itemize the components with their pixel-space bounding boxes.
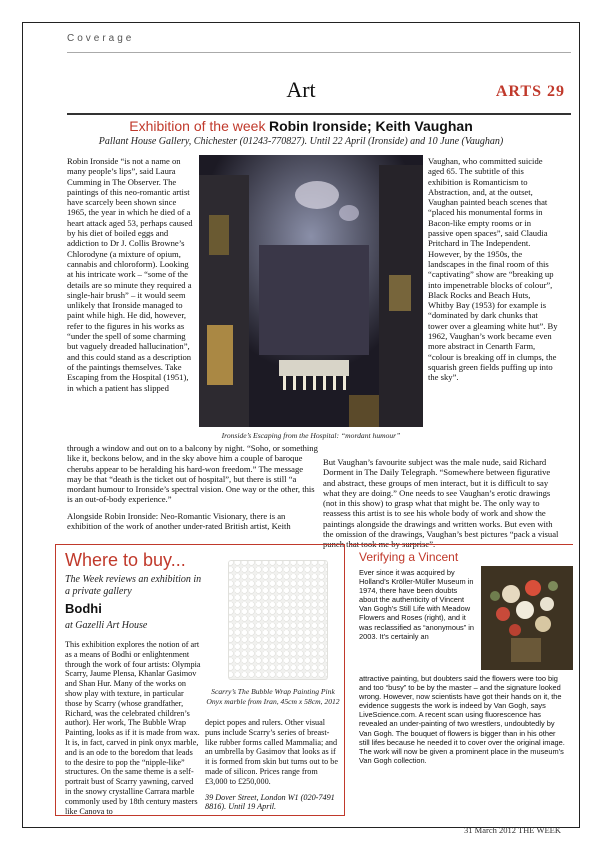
painting-caption: Ironside’s Escaping from the Hospital: “mordant humour” bbox=[221, 431, 401, 440]
arts-label: ARTS bbox=[495, 83, 542, 100]
where-to-buy-body-2-text: depict popes and rulers. Other visual puns include Scarry’s series of breast-like rubber forms called Mammalia; and an umbrella by Gasimov that looks as if it is formed from skin but turns out to be made of silicon. Prices range from £3,000 to £250,000. bbox=[205, 718, 339, 786]
gallery-name: at Gazelli Art House bbox=[65, 620, 148, 631]
where-to-buy-body-text: This exhibition explores the notion of art as a means of Bodhi or enlightenment through the work of four artists: Olympia Scarry, Jaume Plensa, Khanlar Gasimov and Shan Hur. Many of the works on show play with texture, in particular those by Scarry (whose grandfather, Richard, was the celebrated children’s author). Her work, The Bubble Wrap Painting, looks as if it is made from wax. It is, in fact, carved in pink onyx marble, and is an ode to the boredom that leads to the desire to pop the “nipple-like” structures. On the same theme is a self-portrait bust of Scarry yawning, carved in the snowy crystalline Carrara marble commonly used by 18th century masters like Canova to bbox=[65, 640, 201, 816]
section-rule bbox=[67, 113, 571, 115]
flowers-illustration bbox=[481, 566, 573, 670]
arts-page-label bbox=[496, 83, 565, 101]
coverage-label: Coverage bbox=[67, 33, 135, 44]
column-right-text: Vaughan, who committed suicide aged 65. The subtitle of this exhibition is Romanticism to Abstraction, and, at the outset, Vaughan painted beach scenes that “placed his monumental forms in Bacon-like empty rooms or in passive open spaces”, said Claudia Pritchard in The Independent. However, by the 1950s, the landscapes in the final room of this “captivating” show are “breaking up into impenetrable blocks of colour”, Black Rocks and Beach Huts, Whitby Bay (1953) for example is “dominated by dark chunks that tower over a gleaming white hut”. By 1962, Vaughan’s work became even more abstract in Cenarth Farm, “colour is breaking off in clumps, the squarish green fields puffing up into the sky”. bbox=[428, 156, 558, 383]
page-number: 29 bbox=[547, 83, 565, 100]
exhibition-column-wide bbox=[67, 443, 319, 531]
column-right-lower-text: But Vaughan’s favourite subject was the male nude, said Richard Dorment in The Daily Telegraph. “Somewhere between figurative and abstract, these groups of men interact, but it is difficult to say what they are doing.” One needs to see Vaughan’s erotic drawings (not in this show) to grasp what that might be. The only way to reassess this artist is to see his whole body of work and show the paintings alongside the drawings and written works. But even with the omission of the drawings, Vaughan’s best pictures “pack a visual punch that took me by surprise”. bbox=[323, 457, 559, 550]
column-left-text: Robin Ironside “is not a name on many people’s lips”, said Laura Cumming in The Observer. The paintings of this neo-romantic artist have scarcely been shown since 1965, the year in which he died of a heart attack aged 53, perhaps caused by his diet of boiled eggs and addiction to Dr J. Collis Browne’s Chlorodyne (a mixture of opium, cannabis and chloroform). Looking at his intricate work – “some of the details are so minute they required a single-hair brush” – it would seem unlikely that Ironside managed to paint while high. He did, however, refer to the figures in his works as “under the spell of some charming but vaguely dreaded hallucination”, and this could stand as a description of the paintings themselves. Take Escaping from the Hospital (1951), in which a patient has slipped bbox=[67, 156, 193, 393]
bubble-wrap-caption: Scarry’s The Bubble Wrap Painting Pink Onyx marble from Iran, 45cm x 58cm, 2012 bbox=[206, 687, 340, 706]
section-title: Art bbox=[286, 77, 316, 102]
verify-title: Verifying a Vincent bbox=[359, 550, 459, 564]
exhibition-venue: Pallant House Gallery, Chichester (01243-770827). Until 22 April (Ironside) and 10 June (Vaughan) bbox=[98, 136, 504, 147]
exhibition-artists: Robin Ironside; Keith Vaughan bbox=[268, 118, 473, 134]
where-to-buy-address: 39 Dover Street, London W1 (020-7491 8816). Until 19 April. bbox=[205, 792, 335, 812]
exhibition-column-right bbox=[428, 156, 558, 383]
van-gogh-flowers-image bbox=[481, 566, 573, 670]
painting-illustration bbox=[199, 155, 423, 427]
page-footer: 31 March 2012 THE WEEK bbox=[464, 825, 561, 835]
verify-body-full bbox=[359, 674, 565, 765]
exhibition-name: Bodhi bbox=[65, 601, 102, 616]
where-to-buy-title: Where to buy... bbox=[65, 550, 186, 570]
verify-body-left bbox=[359, 568, 477, 641]
bubble-wrap-painting-image bbox=[228, 560, 328, 680]
verify-body-left-text: Ever since it was acquired by Holland’s Kröller-Müller Museum in 1974, there have been doubts about the authenticity of Vincent Van Gogh’s Still Life with Meadow Flowers and Roses (right), and it was reclassified as “anonymous” in 2003. It’s certainly an bbox=[359, 568, 475, 641]
top-rule bbox=[67, 52, 571, 53]
column-wide-text: through a window and out on to a balcony by night. “Soho, or something like it, beckons below, and in the sky above him a couple of baroque cherubs appear to be heralding his hard-won freedom.” The message may be that “death is the ticket out of hospital”, but there is still “a mordant humour to Ironside’s spectral vision. One way or the other, this is an out-of-body experience.” bbox=[67, 443, 318, 505]
where-to-buy-subtitle: The Week reviews an exhibition in a private gallery bbox=[65, 574, 202, 597]
exhibition-column-right-lower bbox=[323, 457, 559, 550]
column-wide-text-2: Alongside Robin Ironside: Neo-Romantic Visionary, there is an exhibition of the work of another under-rated British artist, Keith bbox=[67, 510, 291, 532]
where-to-buy-body bbox=[65, 640, 201, 816]
exhibition-label: Exhibition of the week bbox=[129, 118, 266, 134]
where-to-buy-body-2 bbox=[205, 718, 339, 812]
verify-body-full-text: attractive painting, but doubters said the flowers were too big and too “busy” to be by the master – and the signature looked wrong. However, now scientists have got their hands on it, the evidence suggests the work is indeed by Van Gogh, says LiveScience.com. A recent scan using fluorescence has revealed an under-painting of two wrestlers, undoubtedly by Van Gogh. The bouquet of flowers is bigger than in his other still lifes because he needed it to cover over the original image. The work will now be given a prominent place in the museum’s Van Gogh collection. bbox=[359, 674, 565, 765]
magazine-page bbox=[22, 22, 580, 835]
ironside-painting-image bbox=[199, 155, 423, 427]
exhibition-column-left bbox=[67, 156, 195, 393]
exhibition-heading bbox=[23, 118, 579, 136]
